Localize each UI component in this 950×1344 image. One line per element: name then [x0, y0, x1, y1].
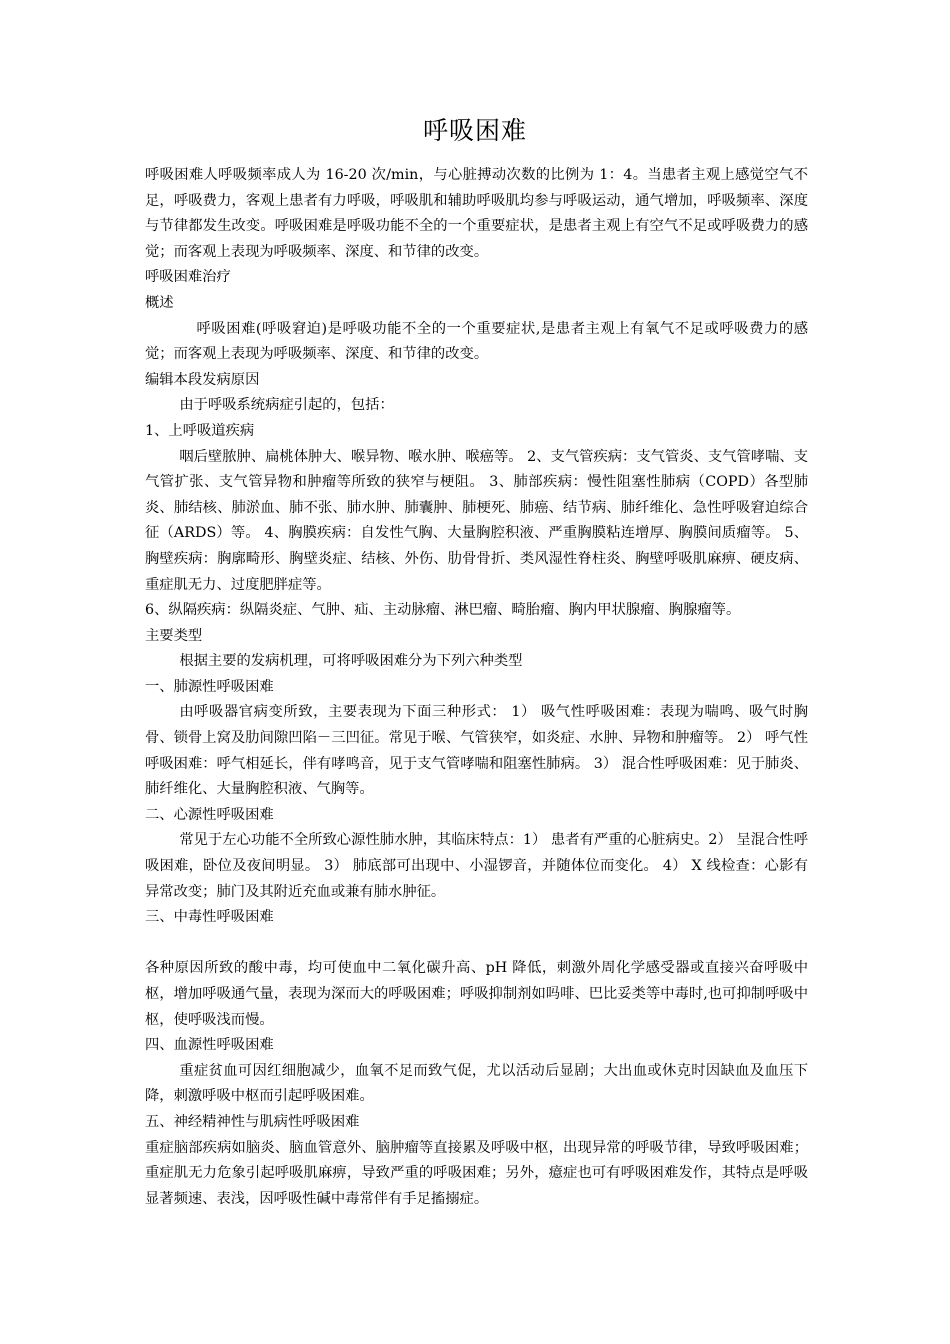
overview-paragraph: 呼吸困难(呼吸窘迫)是呼吸功能不全的一个重要症状,是患者主观上有氧气不足或呼吸费力的感觉；而客观上表现为呼吸频率、深度、和节律的改变。 — [145, 320, 808, 363]
section-heading-types: 主要类型 — [145, 627, 203, 644]
section-heading-overview: 概述 — [145, 294, 174, 311]
document-title: 呼吸困难 — [422, 116, 527, 145]
subheading-upper-airway: 1、上呼吸道疾病 — [145, 422, 255, 439]
toxic-paragraph: 各种原因所致的酸中毒，均可使血中二氧化碳升高、pH 降低，刺激外周化学感受器或直接兴奋呼吸中 枢，增加呼吸通气量，表现为深而大的呼吸困难；呼吸抑制剂如吗啡、巴比妥类等中毒时,也可抑制呼吸中枢，使呼吸浅而慢。 — [145, 960, 808, 1028]
types-intro: 根据主要的发病机理，可将呼吸困难分为下列六种类型 — [179, 653, 523, 670]
intro-paragraph: 呼吸困难人呼吸频率成人为 16-20 次/min，与心脏搏动次数的比例为 1：4。当患者主观上感觉空气不足，呼吸费力，客观上患者有力呼吸，呼吸肌和辅助呼吸肌均参与呼吸运动，通气增加，呼吸频率、深度与节律都发生改变。呼吸困难是呼吸功能不全的一个重要症状，是患者主观上有空气不足或呼吸费力的感觉；而客观上表现为呼吸频率、深度、和节律的改变。 — [145, 167, 808, 260]
subheading-pulmonary: 一、肺源性呼吸困难 — [145, 678, 274, 695]
blank-line — [145, 931, 808, 957]
causes-paragraph: 咽后壁脓肿、扁桃体肿大、喉异物、喉水肿、喉癌等。 2、支气管疾病：支气管炎、支气管哮喘、支气管扩张、支气管异物和肿瘤等所致的狭窄与梗阻。 3、肺部疾病：慢性阻塞性肺病（COPD）各型肺炎、肺结核、肺淤血、肺不张、肺水肿、肺囊肿、肺梗死、肺癌、结节病、肺纤维化、急性呼吸窘迫综合征（ARDS）等。 4、胸膜疾病：自发性气胸、大量胸腔积液、严重胸膜粘连增厚、胸膜间质瘤等。 5、胸壁疾病：胸廓畸形、胸壁炎症、结核、外伤、肋骨骨折、类风湿性脊柱炎、胸壁呼吸肌麻痹、硬皮病、重症肌无力、过度肥胖症等。 — [145, 448, 808, 593]
document-body — [145, 163, 808, 1212]
section-heading-treatment: 呼吸困难治疗 — [145, 269, 231, 286]
pulmonary-paragraph: 由呼吸器官病变所致，主要表现为下面三种形式： 1） 吸气性呼吸困难：表现为喘鸣、吸气时胸骨、锁骨上窝及肋间隙凹陷－三凹征。常见于喉、气管狭窄，如炎症、水肿、异物和肿瘤等。 2） 呼气性呼吸困难：呼气相延长，伴有哮鸣音，见于支气管哮喘和阻塞性肺病。 3） 混合性呼吸困难：见于肺炎、肺纤维化、大量胸腔积液、气胸等。 — [145, 704, 808, 798]
subheading-neuro: 五、神经精神性与肌病性呼吸困难 — [145, 1113, 360, 1130]
cardiac-paragraph: 常见于左心功能不全所致心源性肺水肿，其临床特点：1） 患者有严重的心脏病史。2） 呈混合性呼吸困难，卧位及夜间明显。 3） 肺底部可出现中、小湿锣音，并随体位而变化。 4） X 线检查：心影有异常改变；肺门及其附近充血或兼有肺水肿征。 — [145, 832, 808, 900]
subheading-cardiac: 二、心源性呼吸困难 — [145, 806, 274, 823]
causes-intro: 由于呼吸系统病症引起的，包括： — [179, 397, 394, 414]
causes-mediastinal: 6、纵隔疾病：纵隔炎症、气肿、疝、主动脉瘤、淋巴瘤、畸胎瘤、胸内甲状腺瘤、胸腺瘤等。 — [145, 602, 741, 619]
section-heading-causes: 编辑本段发病原因 — [145, 371, 260, 388]
neuro-paragraph: 重症脑部疾病如脑炎、脑血管意外、脑肿瘤等直接累及呼吸中枢，出现异常的呼吸节律，导致呼吸困难；重症肌无力危象引起呼吸肌麻痹，导致严重的呼吸困难；另外，癔症也可有呼吸困难发作，其特点是呼吸显著频速、表浅，因呼吸性碱中毒常伴有手足搐搦症。 — [145, 1139, 808, 1207]
subheading-toxic: 三、中毒性呼吸困难 — [145, 909, 274, 926]
hematogenous-paragraph: 重症贫血可因红细胞减少，血氧不足而致气促，尤以活动后显剧；大出血或休克时因缺血及血压下降，刺激呼吸中枢而引起呼吸困难。 — [145, 1062, 808, 1105]
subheading-hematogenous: 四、血源性呼吸困难 — [145, 1037, 274, 1054]
